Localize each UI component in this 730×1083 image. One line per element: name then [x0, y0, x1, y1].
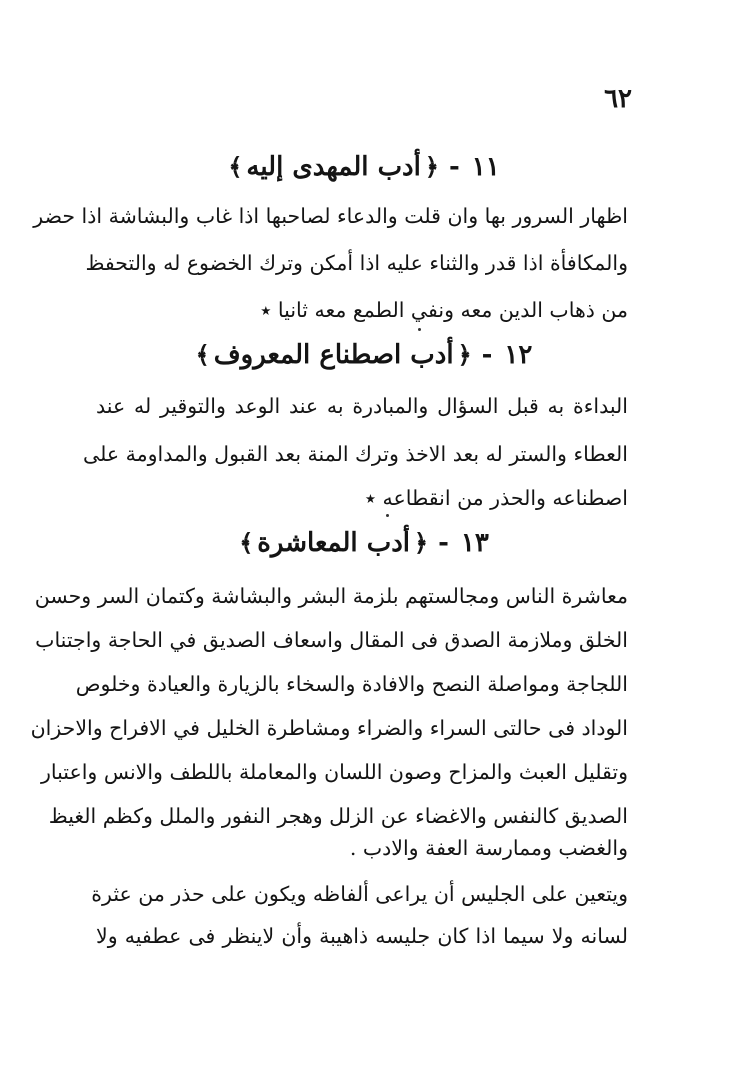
section-heading-13: [0, 528, 730, 558]
section-number: ١٣: [460, 528, 489, 558]
paragraph-line: الخلق وملازمة الصدق فى المقال واسعاف الصديق في الحاجة واجتناب: [35, 628, 628, 652]
paragraph-line: وتقليل العبث والمزاح وصون اللسان والمعاملة باللطف والانس واعتبار: [40, 760, 628, 784]
paragraph-line: البداءة به قبل السؤال والمبادرة به عند الوعد والتوقير له عند: [96, 394, 628, 418]
paragraph-line: لسانه ولا سيما اذا كان جليسه ذاهيبة وأن لاينظر فى عطفيه ولا: [96, 924, 628, 948]
ornament-close-bracket: ﴾: [228, 152, 243, 181]
paragraph-line: ويتعين على الجليس أن يراعى ألفاظه ويكون على حذر من عثرة: [91, 882, 628, 906]
section-title: أدب المهدى إليه: [246, 152, 421, 182]
ink-speck: [386, 514, 389, 517]
section-dash: -: [481, 340, 493, 370]
section-heading-12: [0, 340, 730, 370]
section-number: ١٢: [504, 340, 533, 370]
paragraph-line: والغضب وممارسة العفة والادب .: [349, 836, 628, 860]
section-title: أدب المعاشرة: [257, 528, 410, 558]
section-dash: -: [438, 528, 449, 558]
paragraph-line: معاشرة الناس ومجالستهم بلزمة البشر والبشاشة وكتمان السر وحسن: [34, 584, 628, 608]
paragraph-line: العطاء والستر له بعد الاخذ وترك المنة بعد القبول والمداومة على: [83, 442, 628, 466]
paragraph-line: من ذهاب الدين معه ونفي الطمع معه ثانيا ٭: [260, 298, 628, 322]
ornament-open-bracket: ﴿: [414, 528, 429, 557]
paragraph-line: اللجاجة ومواصلة النصح والافادة والسخاء بالزيارة والعيادة وخلوص: [75, 672, 628, 696]
ornament-close-bracket: ﴾: [195, 340, 210, 369]
section-number: ١١: [471, 152, 500, 182]
paragraph-line: اصطناعه والحذر من انقطاعه ٭: [364, 486, 628, 510]
paragraph-line: الصديق كالنفس والاغضاء عن الزلل وهجر النفور والملل وكظم الغيظ: [48, 804, 628, 828]
paragraph-line: اظهار السرور بها وان قلت والدعاء لصاحبها اذا غاب والبشاشة اذا حضر: [33, 204, 628, 228]
section-dash: -: [448, 152, 460, 182]
ornament-close-bracket: ﴾: [239, 528, 254, 557]
paragraph-line: الوداد فى حالتى السراء والضراء ومشاطرة الخليل في الافراح والاحزان: [30, 716, 628, 740]
page-number: ٦٢: [604, 84, 632, 114]
ornament-open-bracket: ﴿: [457, 340, 472, 369]
ornament-open-bracket: ﴿: [424, 152, 439, 181]
section-title: أدب اصطناع المعروف: [213, 340, 454, 370]
paragraph-line: والمكافأة اذا قدر والثناء عليه اذا أمكن وترك الخضوع له والتحفظ: [85, 251, 628, 275]
section-heading-11: [0, 152, 730, 182]
ink-speck: [418, 328, 421, 331]
